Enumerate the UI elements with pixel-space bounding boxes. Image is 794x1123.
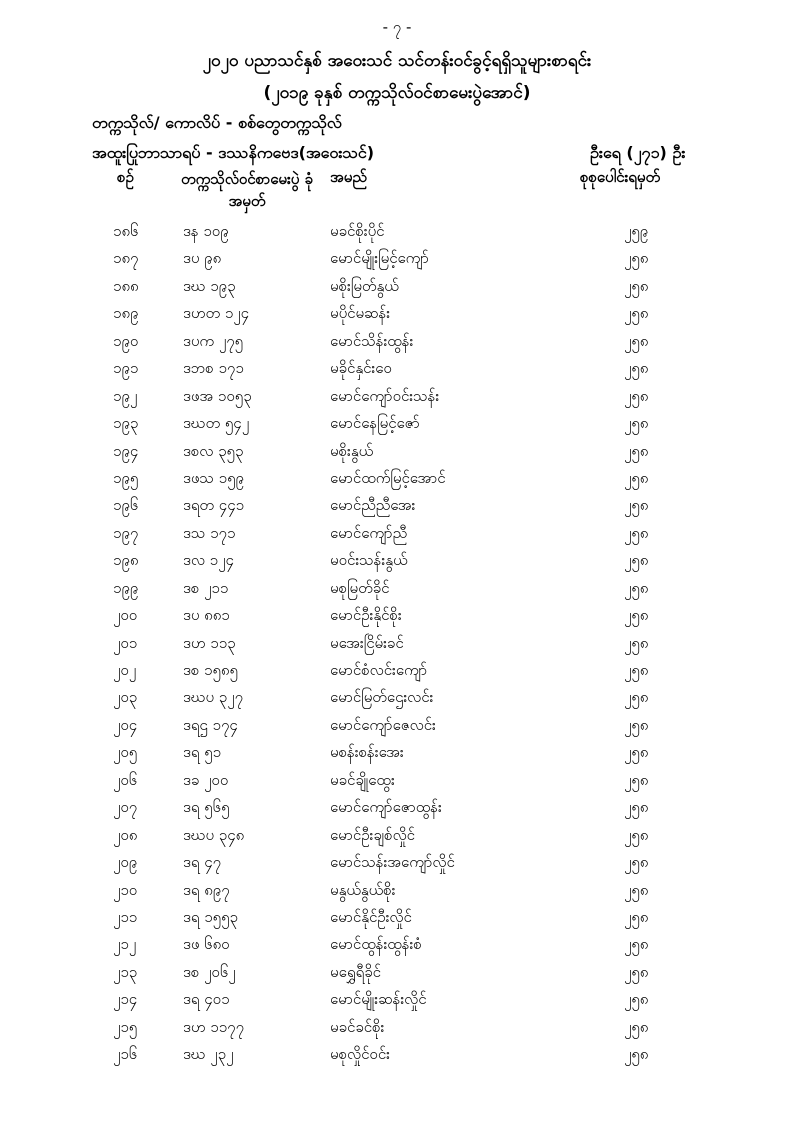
student-name: မောင်ဦးချစ်လှိုင် [330, 825, 415, 844]
total-marks: ၂၅၈ [624, 990, 649, 1009]
table-row [0, 414, 794, 441]
roll-number: ဒပက ၂၇၅ [183, 331, 244, 350]
total-marks: ၂၅၈ [624, 1045, 649, 1064]
results-list [0, 222, 794, 1073]
serial-no: ၁၈၆ [113, 222, 139, 240]
table-row [0, 606, 794, 633]
serial-no: ၂၁၂ [113, 935, 137, 954]
roll-number: ဒဟ ၁၁၃ [183, 633, 236, 652]
total-marks: ၂၅၉ [624, 222, 649, 240]
student-name: မစိုးမြတ်နွယ် [330, 276, 399, 295]
total-marks: ၂၅၈ [624, 276, 649, 295]
table-row [0, 277, 794, 304]
document-title: ၂၀၂၀ ပညာသင်နှစ် အဝေးသင် သင်တန်းဝင်ခွင့်ရရှိသူများစာရင်း [202, 51, 592, 71]
serial-no: ၁၉၈ [113, 551, 139, 570]
serial-no: ၂၁၁ [113, 907, 138, 926]
roll-number: ဒဟတ ၁၂၄ [183, 304, 250, 323]
student-name: မအေးငြိမ်းခင် [330, 633, 404, 652]
total-marks: ၂၅၈ [624, 907, 649, 926]
table-row [0, 442, 794, 469]
page-number: - ၇ - [382, 18, 412, 36]
student-name: မစုလှိုင်ဝင်း [330, 1045, 390, 1064]
roll-number: ဒရ ၄၀၁ [183, 990, 230, 1009]
serial-no: ၂၀၂ [113, 661, 137, 679]
document-subtitle: (၂၀၁၉ ခုနှစ် တက္ကသိုလ်ဝင်စာမေးပွဲအောင်) [263, 83, 531, 103]
roll-number: ဒရ ၅၁ [183, 743, 222, 762]
roll-number: ဒစ ၂၁၁ [183, 578, 229, 597]
serial-no: ၂၀၇ [113, 798, 138, 817]
table-row [0, 881, 794, 908]
student-name: မောင်ကျော်ဇေလင်း [330, 715, 436, 734]
header-serial-no: စဉ် [117, 168, 134, 186]
roll-number: ဒဘစ ၁၇၁ [183, 359, 244, 378]
roll-number: ဒဃပ ၃၄၈ [183, 825, 245, 844]
roll-number: ဒဟ ၁၁၇၇ [183, 1017, 245, 1036]
table-row [0, 1018, 794, 1045]
total-marks: ၂၅၈ [624, 825, 649, 844]
serial-no: ၁၈၇ [113, 249, 139, 268]
total-marks: ၂၅၈ [624, 880, 649, 899]
roll-number: ဒရ ၅၆၅ [183, 798, 230, 817]
roll-number: ဒပ ၉၈ [183, 249, 222, 268]
total-marks: ၂၅၈ [624, 743, 649, 762]
serial-no: ၁၉၄ [113, 441, 139, 460]
university-label: တက္ကသိုလ်/ ကောလိပ် - စစ်တွေတက္ကသိုလ် [92, 113, 342, 132]
serial-no: ၁၉၁ [113, 359, 139, 378]
table-row [0, 688, 794, 715]
roll-number: ဒစ ၁၅၈၅ [183, 661, 238, 679]
student-name: မခင်ခင်စိုး [330, 1017, 385, 1036]
serial-no: ၁၈၈ [113, 276, 139, 295]
roll-number: ဒဖသ ၁၅၉ [183, 468, 244, 487]
student-name: မစန်းစန်းအေး [330, 743, 404, 762]
total-marks: ၂၅၈ [624, 249, 649, 268]
student-name: မောင်ထွန်းထွန်းစံ [330, 935, 422, 954]
serial-no: ၁၉၃ [113, 414, 139, 433]
serial-no: ၂၀၈ [113, 825, 138, 844]
student-name: မခိုင်နှင်းဝေ [330, 359, 392, 378]
serial-no: ၂၀၀ [113, 606, 138, 625]
student-name: မောင်ဦးနိုင်စိုး [330, 606, 402, 625]
student-name: မောင်ညီညီအေး [330, 496, 416, 515]
roll-number: ဒဖအ ၁၀၅၃ [183, 386, 252, 405]
student-name: မစုမြတ်ခိုင် [330, 578, 390, 597]
roll-number: ဒရ ၄၇ [183, 853, 222, 872]
table-row [0, 990, 794, 1017]
serial-no: ၁၈၉ [113, 304, 139, 323]
serial-no: ၁၉၉ [113, 578, 139, 597]
table-row [0, 634, 794, 661]
total-marks: ၂၅၈ [624, 606, 649, 625]
total-marks: ၂၅၈ [624, 551, 649, 570]
quota-label: ဦးရေ (၂၇၁) ဦး [590, 143, 686, 162]
serial-no: ၁၉၅ [113, 468, 139, 487]
total-marks: ၂၅၈ [624, 359, 649, 378]
total-marks: ၂၅၈ [624, 578, 649, 597]
total-marks: ၂၅၈ [624, 1017, 649, 1036]
student-name: မောင်မျိုးဆန်းလှိုင် [330, 990, 427, 1009]
serial-no: ၂၀၄ [113, 715, 138, 734]
serial-no: ၂၀၆ [113, 770, 138, 789]
table-row [0, 222, 794, 249]
student-name: မောင်စံလင်းကျော် [330, 661, 428, 679]
student-name: မပိုင်မဆန်း [330, 304, 391, 323]
table-row [0, 551, 794, 578]
table-row [0, 743, 794, 770]
serial-no: ၂၁၀ [113, 880, 138, 899]
total-marks: ၂၅၈ [624, 331, 649, 350]
total-marks: ၂၅၈ [624, 496, 649, 515]
total-marks: ၂၅၈ [624, 304, 649, 323]
student-name: မောင်ကျော်ဇောထွန်း [330, 798, 442, 817]
table-row [0, 469, 794, 496]
student-name: မောင်ထက်မြင့်အောင် [330, 468, 446, 487]
student-name: မရွှေရီခိုင် [330, 962, 381, 981]
table-row [0, 387, 794, 414]
major-label: အထူးပြုဘာသာရပ် - ဒဿနိကဗေဒ(အဝေးသင်) [92, 143, 375, 162]
table-row [0, 1045, 794, 1072]
serial-no: ၂၀၅ [113, 743, 138, 762]
student-name: မောင်ကျော်ညီ [330, 523, 408, 542]
student-name: မောင်မျိုးမြင့်ကျော် [330, 249, 429, 268]
serial-no: ၂၀၁ [113, 633, 138, 652]
header-total-marks: စုစုပေါင်းရမှတ် [580, 168, 661, 186]
table-row [0, 853, 794, 880]
serial-no: ၂၁၅ [113, 1017, 138, 1036]
serial-no: ၂၀၉ [113, 853, 138, 872]
student-name: မောင်နိုင်ဦးလှိုင် [330, 907, 412, 926]
total-marks: ၂၅၈ [624, 468, 649, 487]
serial-no: ၁၉၂ [113, 386, 138, 405]
table-row [0, 249, 794, 276]
student-name: မစိုးနွယ် [330, 441, 374, 460]
student-name: မောင်ကျော်ဝင်းသန်း [330, 386, 440, 405]
student-name: မဝင်းသန်းနွယ် [330, 551, 408, 570]
table-row [0, 771, 794, 798]
roll-number: ဒရ ၈၉၇ [183, 880, 230, 899]
roll-number: ဒစလ ၃၅၃ [183, 441, 244, 460]
serial-no: ၂၁၆ [113, 1045, 138, 1064]
table-row [0, 579, 794, 606]
total-marks: ၂၅၈ [624, 688, 649, 707]
student-name: မောင်နေမြင့်ဇော် [330, 414, 420, 433]
header-name: အမည် [330, 168, 367, 186]
table-row [0, 359, 794, 386]
total-marks: ၂၅၈ [624, 962, 649, 981]
serial-no: ၂၁၄ [113, 990, 138, 1009]
table-row [0, 935, 794, 962]
serial-no: ၂၀၃ [113, 688, 138, 707]
student-name: မောင်သန်းအကျော်လှိုင် [330, 853, 455, 872]
roll-number: ဒလ ၁၂၄ [183, 551, 234, 570]
total-marks: ၂၅၈ [624, 441, 649, 460]
serial-no: ၁၉၀ [113, 331, 139, 350]
table-row [0, 963, 794, 990]
student-name: မောင်မြတ်ဌေးလင်း [330, 688, 434, 707]
header-roll-number: တက္ကသိုလ်ဝင်စာမေးပွဲ ခုံအမှတ် [181, 170, 313, 210]
roll-number: ဒန ၁၀၉ [183, 222, 229, 240]
roll-number: ဒရတ ၄၄၁ [183, 496, 245, 515]
table-row [0, 661, 794, 688]
serial-no: ၁၉၇ [113, 523, 139, 542]
table-row [0, 304, 794, 331]
total-marks: ၂၅၈ [624, 853, 649, 872]
serial-no: ၂၁၃ [113, 962, 138, 981]
roll-number: ဒဃတ ၅၄၂ [183, 414, 250, 433]
table-row [0, 826, 794, 853]
roll-number: ဒဃ ၁၉၃ [183, 276, 236, 295]
total-marks: ၂၅၈ [624, 386, 649, 405]
table-row [0, 524, 794, 551]
roll-number: ဒဃပ ၃၂၇ [183, 688, 244, 707]
total-marks: ၂၅၈ [624, 414, 649, 433]
roll-number: ဒဖ ၆၈၀ [183, 935, 230, 954]
student-name: မခင်စိုးပိုင် [330, 222, 385, 240]
roll-number: ဒစ ၂၀၆၂ [183, 962, 236, 981]
total-marks: ၂၅၈ [624, 935, 649, 954]
table-row [0, 496, 794, 523]
serial-no: ၁၉၆ [113, 496, 139, 515]
table-row [0, 716, 794, 743]
total-marks: ၂၅၈ [624, 633, 649, 652]
roll-number: ဒပ ၈၈၁ [183, 606, 230, 625]
table-row [0, 798, 794, 825]
total-marks: ၂၅၈ [624, 770, 649, 789]
roll-number: ဒရဌ ၁၇၄ [183, 715, 238, 734]
total-marks: ၂၅၈ [624, 715, 649, 734]
table-row [0, 908, 794, 935]
student-name: မခင်ချိုထွေး [330, 770, 395, 789]
total-marks: ၂၅၈ [624, 523, 649, 542]
roll-number: ဒဃ ၂၃၂ [183, 1045, 234, 1064]
total-marks: ၂၅၈ [624, 798, 649, 817]
roll-number: ဒသ ၁၇၁ [183, 523, 236, 542]
student-name: မနွယ်နွယ်စိုး [330, 880, 396, 899]
total-marks: ၂၅၈ [624, 661, 649, 679]
student-name: မောင်သိန်းထွန်း [330, 331, 414, 350]
table-row [0, 332, 794, 359]
roll-number: ဒခ ၂၀၀ [183, 770, 229, 789]
roll-number: ဒရ ၁၅၅၃ [183, 907, 238, 926]
